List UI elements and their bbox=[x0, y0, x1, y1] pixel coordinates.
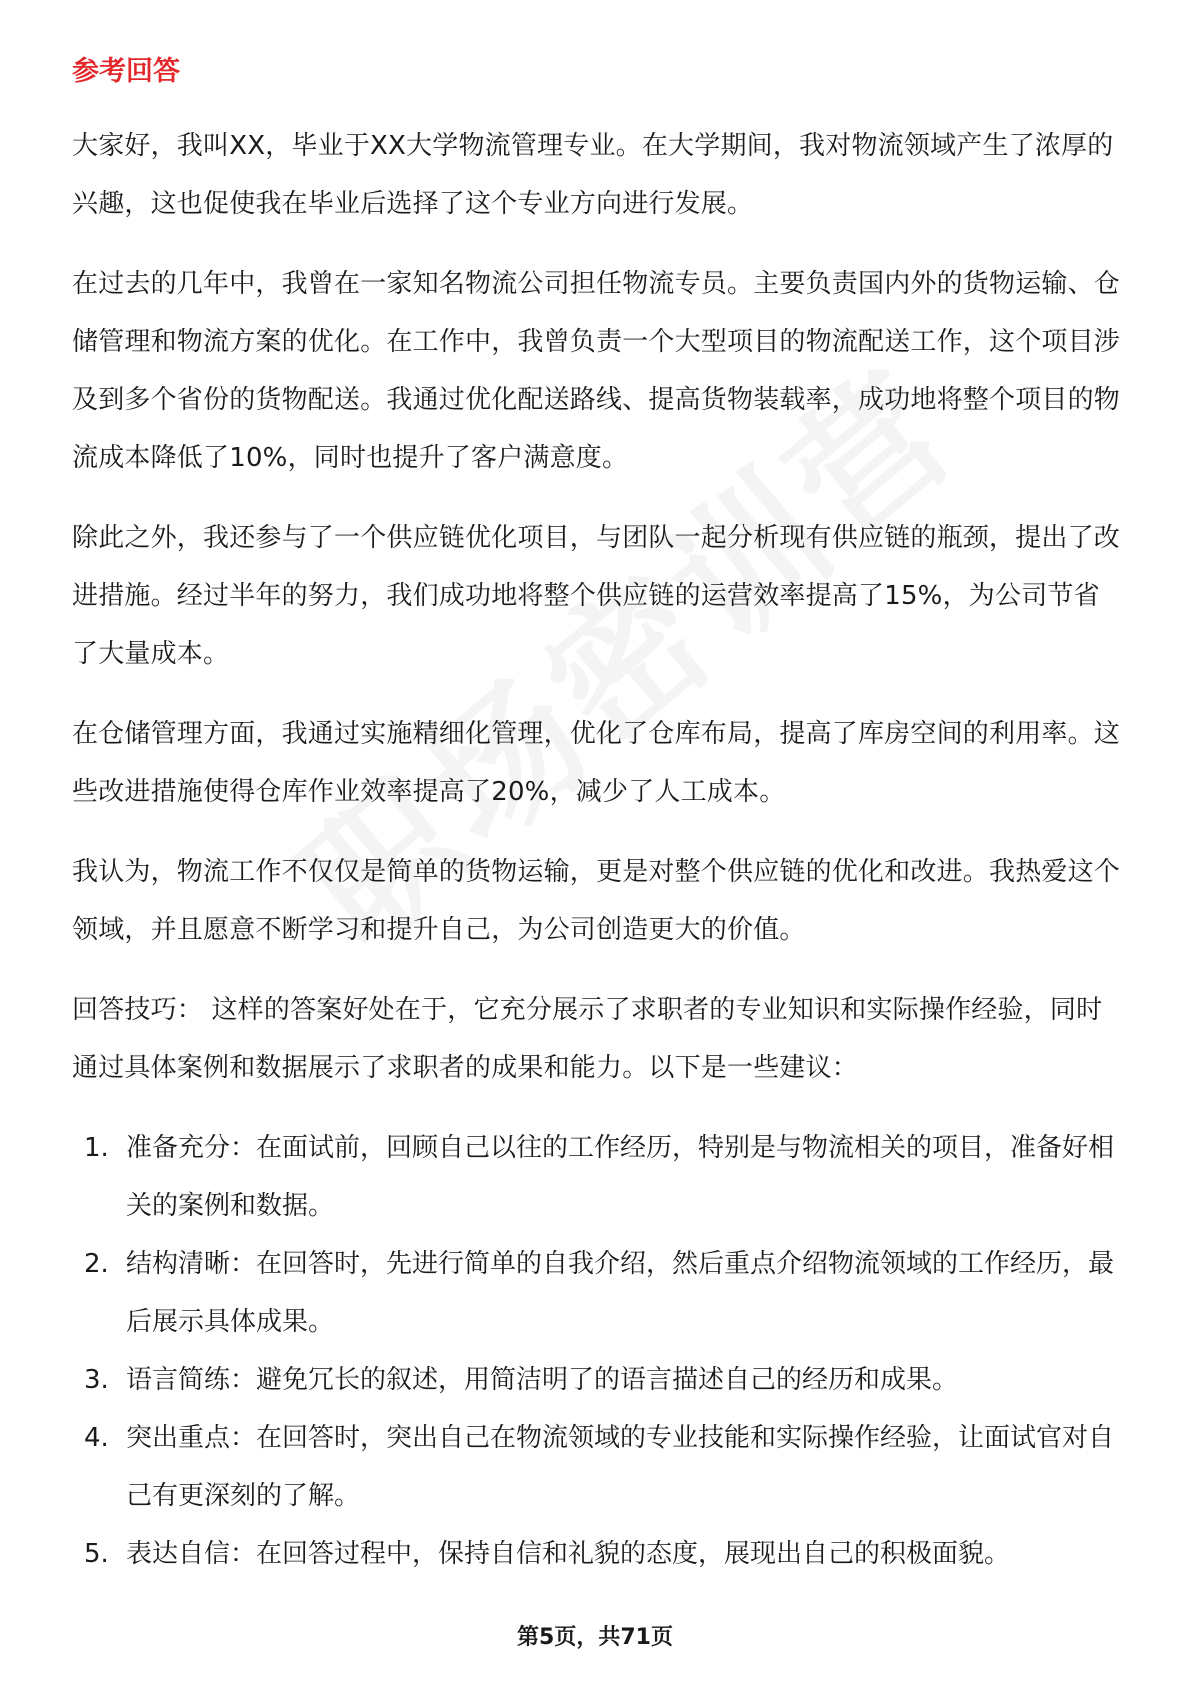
list-item-text: 结构清晰：在回答时，先进行简单的自我介绍，然后重点介绍物流领域的工作经历，最后展示具体成果。 bbox=[126, 1249, 1115, 1337]
paragraph-experience: 在过去的几年中，我曾在一家知名物流公司担任物流专员。主要负责国内外的货物运输、仓储管理和物流方案的优化。在工作中，我曾负责一个大型项目的物流配送工作，这个项目涉及到多个省份的货物配送。我通过优化配送路线、提高货物装载率，成功地将整个项目的物流成本降低了10%，同时也提升了客户满意度。 bbox=[72, 269, 1121, 473]
list-item bbox=[72, 1525, 1122, 1583]
document-body bbox=[72, 44, 1122, 1583]
list-item-number: 4. bbox=[84, 1423, 109, 1453]
list-item bbox=[72, 1235, 1122, 1351]
page-number: 第5页，共71页 bbox=[517, 1625, 673, 1650]
list-item-text: 突出重点：在回答时，突出自己在物流领域的专业技能和实际操作经验，让面试官对自己有更深刻的了解。 bbox=[126, 1423, 1115, 1511]
section-heading: 参考回答 bbox=[72, 56, 180, 87]
paragraph-supply-chain: 除此之外，我还参与了一个供应链优化项目，与团队一起分析现有供应链的瓶颈，提出了改进措施。经过半年的努力，我们成功地将整个供应链的运营效率提高了15%，为公司节省了大量成本。 bbox=[72, 523, 1121, 669]
list-item-number: 3. bbox=[84, 1365, 109, 1395]
paragraph-intro: 大家好，我叫XX，毕业于XX大学物流管理专业。在大学期间，我对物流领域产生了浓厚的兴趣，这也促使我在毕业后选择了这个专业方向进行发展。 bbox=[72, 131, 1114, 219]
list-item-text: 准备充分：在面试前，回顾自己以往的工作经历，特别是与物流相关的项目，准备好相关的案例和数据。 bbox=[126, 1133, 1115, 1221]
list-item bbox=[72, 1119, 1122, 1235]
list-item-text: 表达自信：在回答过程中，保持自信和礼貌的态度，展现出自己的积极面貌。 bbox=[126, 1539, 1011, 1569]
paragraph-tips-intro: 回答技巧： 这样的答案好处在于，它充分展示了求职者的专业知识和实际操作经验，同时通过具体案例和数据展示了求职者的成果和能力。以下是一些建议： bbox=[72, 995, 1103, 1083]
list-item-number: 5. bbox=[84, 1539, 109, 1569]
list-item bbox=[72, 1351, 1122, 1409]
list-item-text: 语言简练：避免冗长的叙述，用简洁明了的语言描述自己的经历和成果。 bbox=[126, 1365, 959, 1395]
paragraph-conclusion: 我认为，物流工作不仅仅是简单的货物运输，更是对整个供应链的优化和改进。我热爱这个领域，并且愿意不断学习和提升自己，为公司创造更大的价值。 bbox=[72, 857, 1121, 945]
paragraph-warehouse: 在仓储管理方面，我通过实施精细化管理，优化了仓库布局，提高了库房空间的利用率。这些改进措施使得仓库作业效率提高了20%，减少了人工成本。 bbox=[72, 719, 1121, 807]
tips-list bbox=[72, 1119, 1122, 1583]
list-item-number: 1. bbox=[84, 1133, 109, 1163]
list-item bbox=[72, 1409, 1122, 1525]
list-item-number: 2. bbox=[84, 1249, 109, 1279]
